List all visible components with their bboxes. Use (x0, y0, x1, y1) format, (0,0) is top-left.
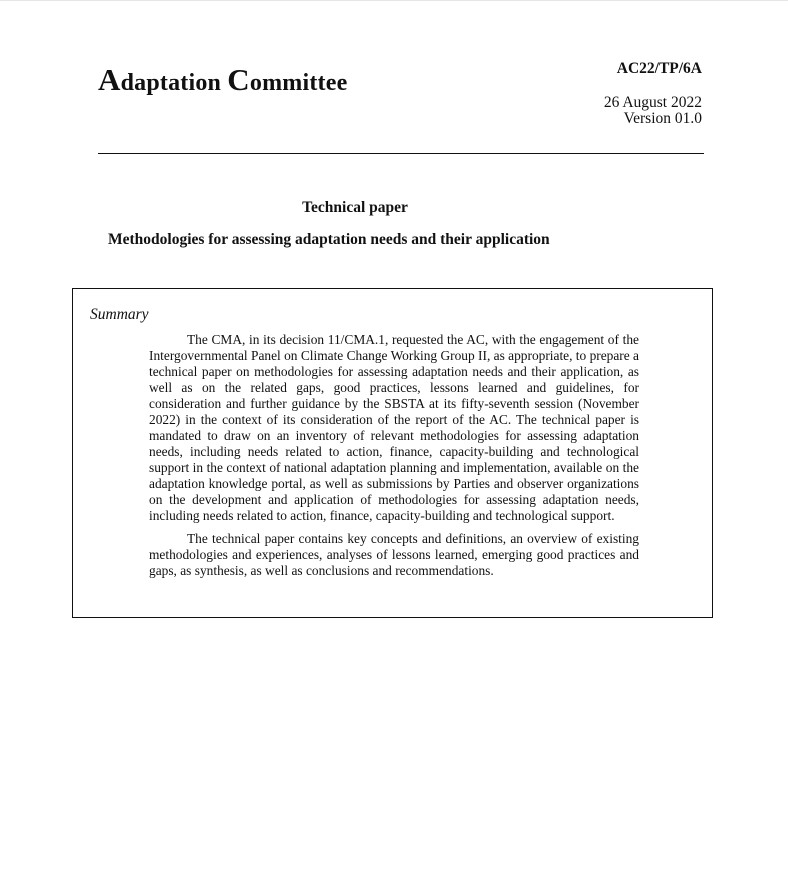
document-title: Methodologies for assessing adaptation needs and their application (108, 231, 550, 248)
committee-initial-a: A (98, 62, 121, 97)
document-type: Technical paper (302, 199, 408, 216)
page-top-edge (0, 0, 788, 1)
summary-paragraph: The CMA, in its decision 11/CMA.1, requested the AC, with the engagement of the Intergovernmental Panel on Climate Change Working Group II, as appropriate, to prepare a technical paper on methodologies for assessing adaptation needs and their application, as well as on the related gaps, good practices, lessons learned and guidelines, for consideration and further guidance by the SBSTA at its fifty-seventh session (November 2022) in the context of its consideration of the report of the AC. The technical paper is mandated to draw on an inventory of relevant methodologies for assessing adaptation needs, including needs related to action, finance, capacity-building and technological support in the context of national adaptation planning and implementation, available on the adaptation knowledge portal, as well as submissions by Parties and observer organizations on the development and application of methodologies for assessing adaptation needs, including needs related to action, finance, capacity-building and technological support. (149, 332, 640, 523)
summary-box (72, 288, 713, 618)
summary-body (149, 332, 639, 586)
committee-title (98, 62, 347, 98)
committee-word-committee: ommittee (249, 70, 348, 96)
document-version: Version 01.0 (623, 110, 702, 127)
committee-initial-c: C (227, 62, 250, 97)
summary-heading: Summary (90, 306, 149, 323)
document-symbol: AC22/TP/6A (616, 60, 702, 77)
header-divider (98, 153, 704, 154)
committee-word-adaptation: daptation (120, 70, 228, 96)
document-date: 26 August 2022 (603, 94, 702, 111)
date-version-block (604, 95, 702, 127)
summary-paragraph: The technical paper contains key concepts and definitions, an overview of existing methodologies and experiences, analyses of lessons learned, emerging good practices and gaps, as synthesis, as well as conclusions and recommendations. (149, 531, 639, 578)
